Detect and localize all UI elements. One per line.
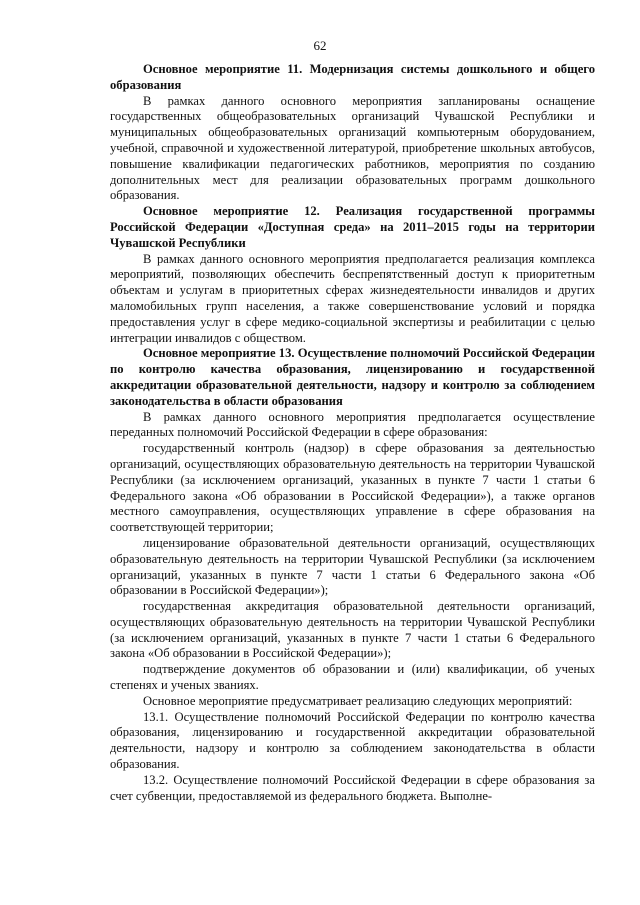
paragraph-document-confirmation: подтверждение документов об образовании и (или) квалификации, об ученых степенях и ученых званиях. (110, 662, 595, 693)
paragraph-activity-13-intro: В рамках данного основного мероприятия предполагается осуществление переданных полномочий Российской Федерации в сфере образования: (110, 409, 595, 440)
paragraph-state-control: государственный контроль (надзор) в сфере образования за деятельностью организаций, осуществляющих образовательную деятельность на территории Чувашской Республики (за исключением организаций, указанных в пункте 7 части 1 статьи 6 Федерального закона «Об образовании в Российской Федерации»), а также органов местного самоуправления, осуществляющих управление в сфере образования на соответствующей территории; (110, 441, 595, 535)
paragraph-activity-12-description: В рамках данного основного мероприятия предполагается реализация комплекса мероприятий, позволяющих обеспечить беспрепятственный доступ к приоритетным объектам и услугам в приоритетных сферах жизнедеятельности инвалидов и других маломобильных групп населения, а также совершенствование условий и порядка предоставления услуг в сфере медико-социальной экспертизы и реабилитации с целью интеграции инвалидов с обществом. (110, 251, 595, 345)
page-number: 62 (313, 38, 327, 53)
paragraph-accreditation: государственная аккредитация образовательной деятельности организаций, осуществляющих образовательную деятельность на территории Чувашской Республики (за исключением организаций, указанных в пункте 7 части 1 статьи 6 Федерального закона «Об образовании в Российской Федерации»); (110, 599, 595, 661)
heading-activity-12: Основное мероприятие 12. Реализация государственной программы Российской Федерации «Доступная среда» на 2011–2015 годы на территории Чувашской Республики (110, 204, 595, 250)
page-content (110, 62, 595, 804)
heading-activity-11: Основное мероприятие 11. Модернизация системы дошкольного и общего образования (110, 62, 595, 92)
paragraph-item-13-2: 13.2. Осуществление полномочий Российской Федерации в сфере образования за счет субвенции, предоставляемой из федерального бюджета. Выполне- (110, 772, 595, 803)
paragraph-licensing: лицензирование образовательной деятельности организаций, осуществляющих образовательную деятельность на территории Чувашской Республики (за исключением организаций, указанных в пункте 7 части 1 статьи 6 Федерального закона «Об образовании в Российской Федерации»); (110, 535, 595, 598)
paragraph-activities-intro: Основное мероприятие предусматривает реализацию следующих мероприятий: (143, 693, 573, 708)
heading-activity-13: Основное мероприятие 13. Осуществление полномочий Российской Федерации по контролю качества образования, лицензированию и государственной аккредитации образовательной деятельности, надзору и контролю за соблюдением законодательства в области образования (110, 346, 595, 408)
paragraph-item-13-1: 13.1. Осуществление полномочий Российской Федерации по контролю качества образования, лицензированию и государственной аккредитации образовательной деятельности, надзору и контролю за соблюдением законодательства в области образования. (110, 709, 595, 772)
paragraph-activity-11-description: В рамках данного основного мероприятия запланированы оснащение государственных общеобразовательных организаций Чувашской Республики и муниципальных общеобразовательных организаций компьютерным оборудованием, учебной, справочной и художественной литературой, приобретение школьных автобусов, повышение квалификации педагогических работников, мероприятия по созданию дополнительных мест для реализации образовательных программ дошкольного образования. (110, 93, 595, 203)
